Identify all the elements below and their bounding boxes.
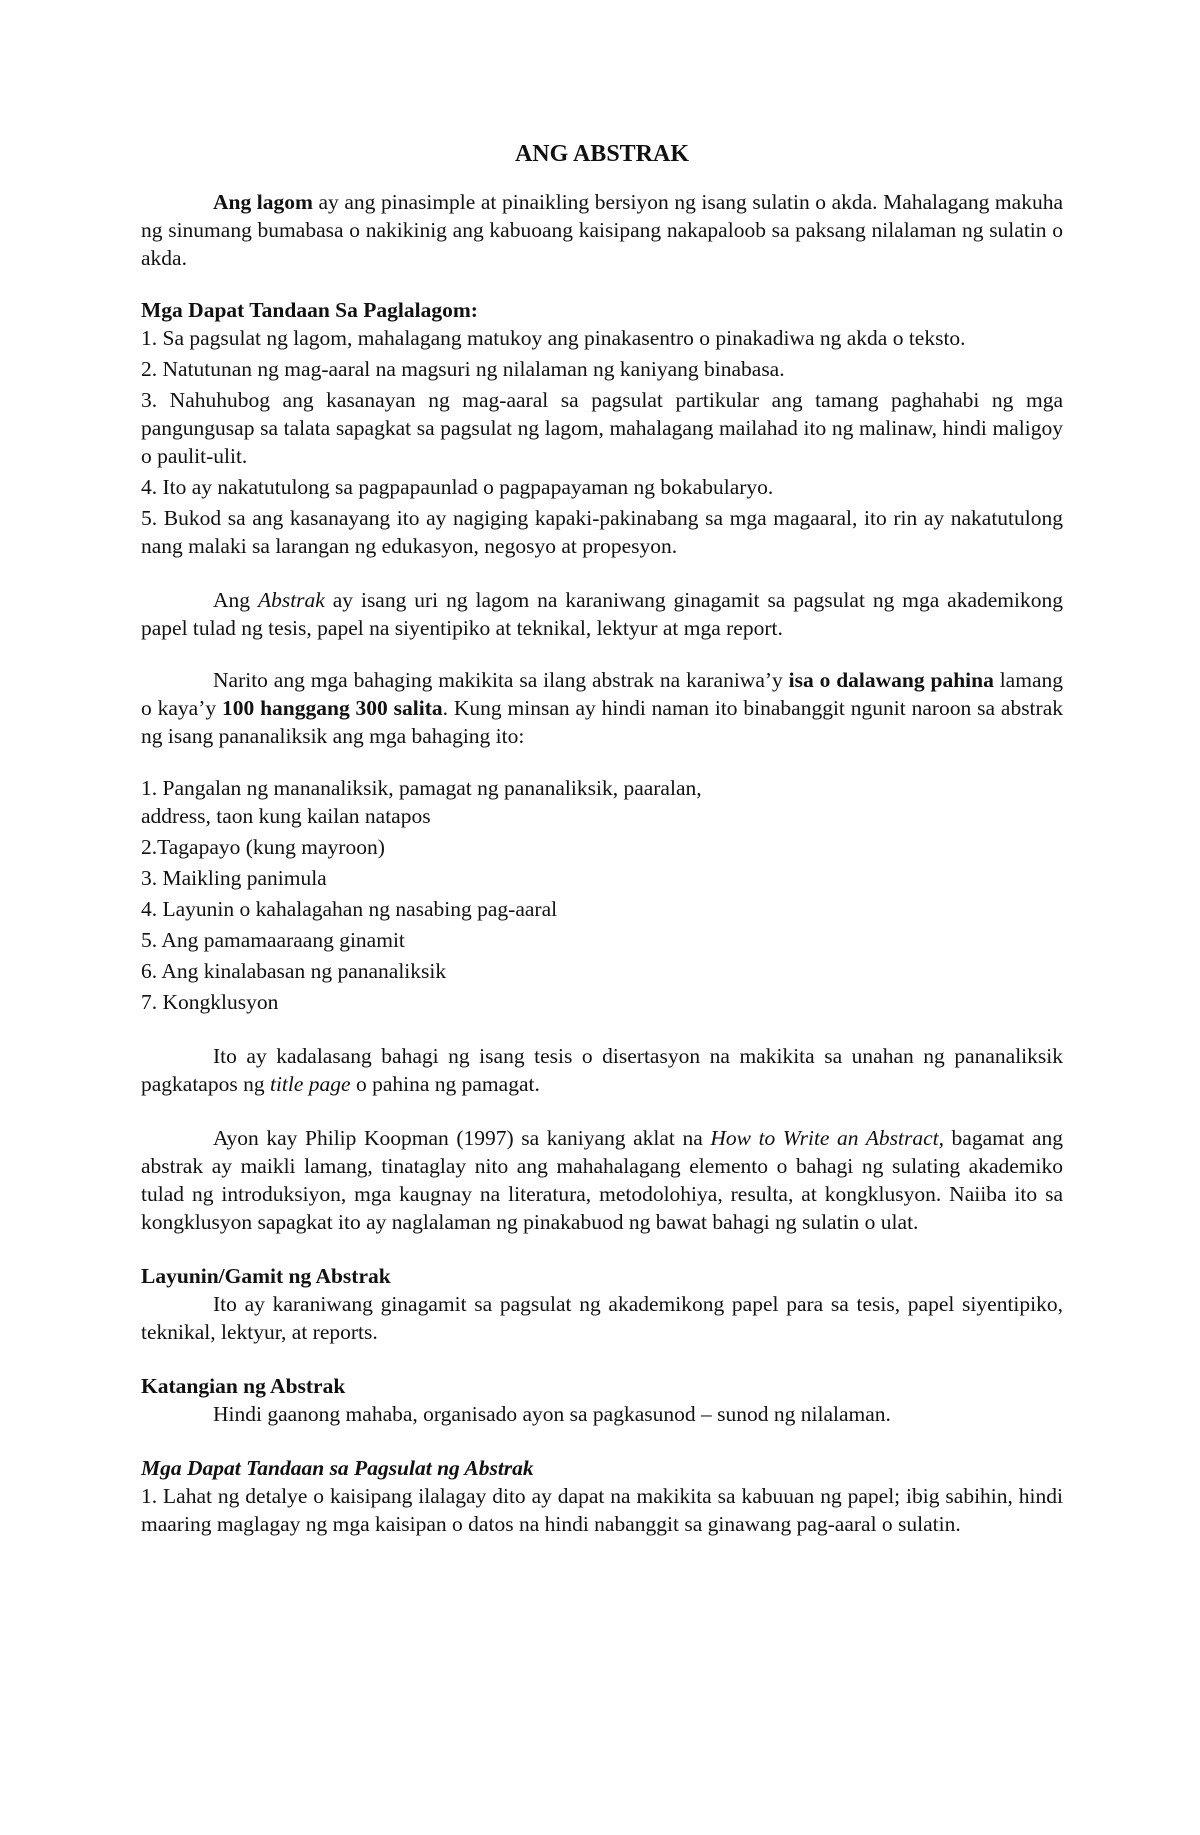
layunin-section: [141, 1262, 1063, 1346]
abstrak-definition: [141, 586, 1063, 642]
lagom-term: Ang lagom: [213, 190, 313, 214]
location-italic: title page: [269, 1072, 351, 1096]
layunin-text: Ito ay karaniwang ginagamit sa pagsulat ng akademikong papel para sa tesis, papel siyentipiko, teknikal, lektyur, at reports.: [141, 1292, 1063, 1344]
bahagi-item: 4. Layunin o kahalagahan ng nasabing pag-aaral: [141, 897, 558, 921]
bahagi-item: 2.Tagapayo (kung mayroon): [141, 835, 385, 859]
abstrak-term: Abstrak: [257, 588, 325, 612]
document-title: ANG ABSTRAK: [514, 141, 690, 167]
pagsulat-section: [141, 1454, 1063, 1538]
lagom-definition-text: ay ang pinasimple at pinaikling bersiyon ng isang sulatin o akda. Mahalagang makuha ng sinumang bumabasa o nakikinig ang kabuoang kaisipang nakapaloob sa paksang nilalaman ng sulatin o akda.: [141, 190, 1063, 270]
katangian-heading: Katangian ng Abstrak: [141, 1374, 346, 1398]
location-post: o pahina ng pamagat.: [350, 1072, 540, 1096]
layunin-heading: Layunin/Gamit ng Abstrak: [141, 1264, 391, 1288]
lagom-heading: Mga Dapat Tandaan Sa Paglalagom:: [141, 298, 478, 322]
pagsulat-heading: Mga Dapat Tandaan sa Pagsulat ng Abstrak: [141, 1456, 534, 1480]
location-paragraph: [141, 1042, 1063, 1098]
bahagi-item: 3. Maikling panimula: [141, 866, 327, 890]
lagom-item: 2. Natutunan ng mag-aaral na magsuri ng nilalaman ng kaniyang binabasa.: [141, 357, 785, 381]
bahagi-intro-pre: Narito ang mga bahaging makikita sa ilang abstrak na karaniwa’y: [213, 668, 789, 692]
koopman-book-title: How to Write an Abstract,: [710, 1126, 944, 1150]
lagom-definition: [141, 188, 1063, 272]
koopman-post: bagamat ang abstrak ay maikli lamang, tinataglay nito ang mahahalagang elemento o bahagi ng sulating akademiko tulad ng introduksiyon, mga kaugnay na literatura, metodolohiya, resulta, at kongklusyon. Naiiba ito sa kongklusyon sapagkat ito ay naglalaman ng pinakabuod ng bawat bahagi ng sulatin o ulat.: [141, 1126, 1063, 1234]
abstrak-definition-pre: Ang: [213, 588, 258, 612]
bahagi-item: 7. Kongklusyon: [141, 990, 279, 1014]
bahagi-intro-post: . Kung minsan ay hindi naman ito binabanggit ngunit naroon sa abstrak ng isang pananaliksik ang mga bahaging ito:: [141, 696, 1063, 748]
bahagi-item: 6. Ang kinalabasan ng pananaliksik: [141, 959, 447, 983]
lagom-item: 4. Ito ay nakatutulong sa pagpapaunlad o pagpapayaman ng bokabularyo.: [141, 475, 774, 499]
document-page: [141, 140, 1063, 1538]
koopman-paragraph: [141, 1124, 1063, 1236]
bahagi-item: 5. Ang pamamaaraang ginamit: [141, 928, 405, 952]
bahagi-list: [141, 774, 1063, 1016]
bahagi-intro: [141, 666, 1063, 750]
lagom-item: 3. Nahuhubog ang kasanayan ng mag-aaral sa pagsulat partikular ang tamang paghahabi ng mga pangungusap sa talata sapagkat sa pagsulat ng lagom, mahalagang mailahad ito ng malinaw, hindi maligoy o paulit-ulit.: [141, 388, 1063, 468]
bahagi-intro-mid: lamang o kaya’y: [141, 668, 1063, 720]
pagsulat-item: 1. Lahat ng detalye o kaisipang ilalagay dito ay dapat na makikita sa kabuuan ng papel; ibig sabihin, hindi maaring maglagay ng mga kaisipan o datos na hindi nabanggit sa ginawang pag-aaral o sulatin.: [141, 1484, 1063, 1536]
bahagi-intro-words: 100 hanggang 300 salita: [221, 696, 443, 720]
katangian-section: [141, 1372, 1063, 1428]
lagom-item: 5. Bukod sa ang kasanayang ito ay nagiging kapaki-pakinabang sa mga magaaral, ito rin ay nakatutulong nang malaki sa larangan ng edukasyon, negosyo at propesyon.: [141, 506, 1063, 558]
bahagi-intro-pages: isa o dalawang pahina: [788, 668, 994, 692]
lagom-section: [141, 296, 1063, 560]
location-pre: Ito ay kadalasang bahagi ng isang tesis o disertasyon na makikita sa unahan ng pananaliksik pagkatapos ng: [141, 1044, 1063, 1096]
lagom-item: 1. Sa pagsulat ng lagom, mahalagang matukoy ang pinakasentro o pinakadiwa ng akda o teksto.: [141, 326, 966, 350]
abstrak-definition-text: ay isang uri ng lagom na karaniwang ginagamit sa pagsulat ng mga akademikong papel tulad ng tesis, papel na siyentipiko at teknikal, lektyur at mga report.: [141, 588, 1063, 640]
bahagi-item: 1. Pangalan ng mananaliksik, pamagat ng pananaliksik, paaralan, address, taon kung kailan natapos: [141, 776, 702, 828]
katangian-text: Hindi gaanong mahaba, organisado ayon sa pagkasunod – sunod ng nilalaman.: [213, 1402, 891, 1426]
koopman-pre: Ayon kay Philip Koopman (1997) sa kaniyang aklat na: [213, 1126, 711, 1150]
